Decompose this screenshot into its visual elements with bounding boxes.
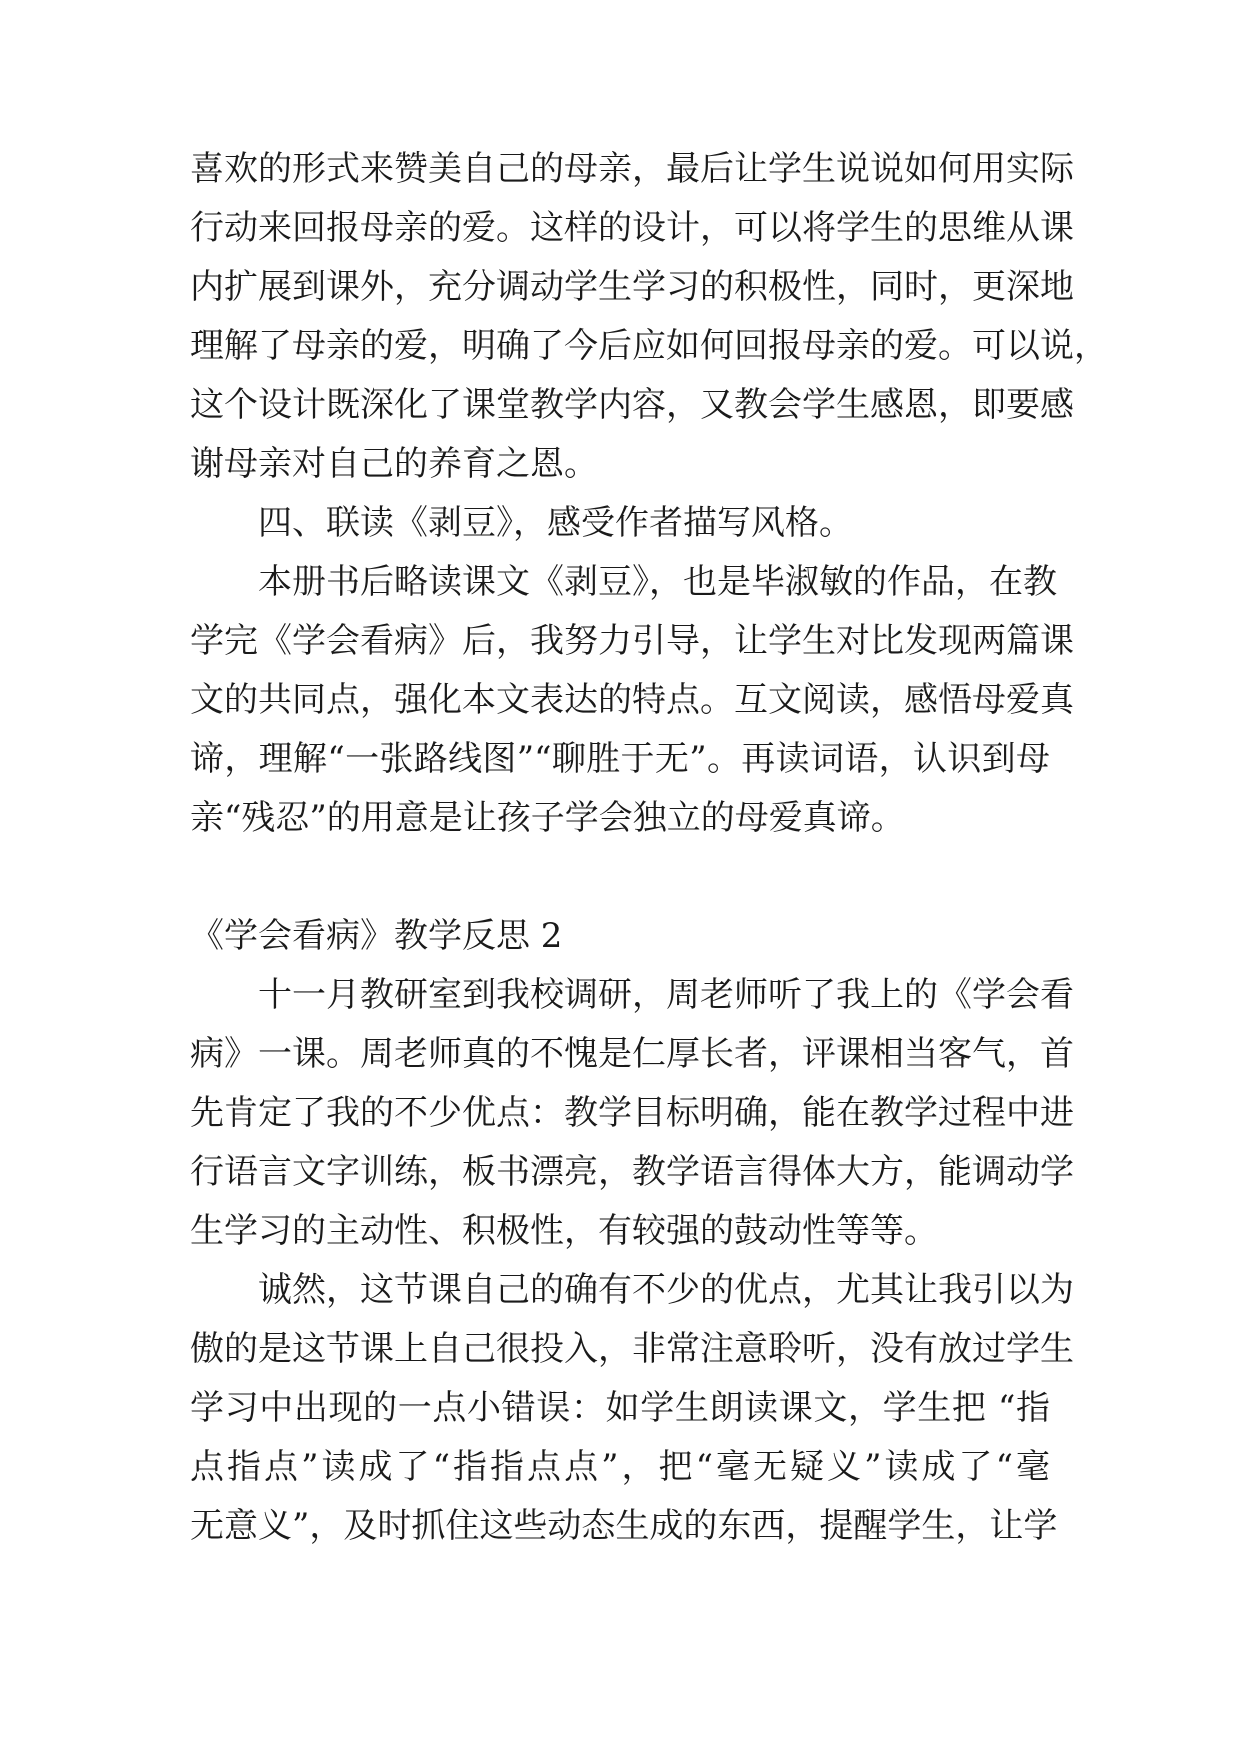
text-line: 亲“残忍”的用意是让孩子学会独立的母爱真谛。 bbox=[190, 798, 905, 838]
paragraph bbox=[190, 140, 1108, 494]
section-heading bbox=[190, 494, 1050, 553]
text-line: 无意义”，及时抓住这些动态生成的东西，提醒学生，让学 bbox=[190, 1506, 1058, 1546]
text-line: 四、联读《剥豆》，感受作者描写风格。 bbox=[258, 503, 853, 543]
text-line: 傲的是这节课上自己很投入，非常注意聆听，没有放过学生 bbox=[190, 1329, 1074, 1369]
text-line: 本册书后略读课文《剥豆》，也是毕淑敏的作品，在教 bbox=[258, 562, 1057, 602]
document-page bbox=[190, 140, 1108, 1556]
text-line: 诚然，这节课自己的确有不少的优点，尤其让我引以为 bbox=[258, 1270, 1074, 1310]
text-line: 先肯定了我的不少优点：教学目标明确，能在教学过程中进 bbox=[190, 1093, 1074, 1133]
text-line: 十一月教研室到我校调研，周老师听了我上的《学会看 bbox=[258, 975, 1074, 1015]
text-line: 行语言文字训练，板书漂亮，教学语言得体大方，能调动学 bbox=[190, 1152, 1074, 1192]
paragraph bbox=[190, 966, 1074, 1261]
text-line: 生学习的主动性、积极性，有较强的鼓动性等等。 bbox=[190, 1211, 938, 1251]
text-line: 谢母亲对自己的养育之恩。 bbox=[190, 444, 598, 484]
text-line: 喜欢的形式来赞美自己的母亲，最后让学生说说如何用实际 bbox=[190, 149, 1074, 189]
text-line: 点指点”读成了“指指点点”，把“毫无疑义”读成了“毫 bbox=[190, 1447, 1050, 1487]
blank-line bbox=[190, 848, 1050, 907]
text-line: 学习中出现的一点小错误：如学生朗读课文，学生把 “指 bbox=[190, 1388, 1050, 1428]
text-line: 理解了母亲的爱，明确了今后应如何回报母亲的爱。可以说， bbox=[190, 326, 1108, 366]
article-title: 《学会看病》教学反思 2 bbox=[190, 916, 563, 956]
text-line: 谛，理解“一张路线图”“聊胜于无”。再读词语，认识到母 bbox=[190, 739, 1050, 779]
text-line: 病》一课。周老师真的不愧是仁厚长者，评课相当客气，首 bbox=[190, 1034, 1074, 1074]
paragraph bbox=[190, 553, 1074, 848]
text-line: 这个设计既深化了课堂教学内容，又教会学生感恩，即要感 bbox=[190, 385, 1074, 425]
text-line: 文的共同点，强化本文表达的特点。互文阅读，感悟母爱真 bbox=[190, 680, 1074, 720]
text-line: 行动来回报母亲的爱。这样的设计，可以将学生的思维从课 bbox=[190, 208, 1074, 248]
text-line: 学完《学会看病》后，我努力引导，让学生对比发现两篇课 bbox=[190, 621, 1074, 661]
text-line: 内扩展到课外，充分调动学生学习的积极性，同时，更深地 bbox=[190, 267, 1074, 307]
paragraph bbox=[190, 1261, 1074, 1556]
